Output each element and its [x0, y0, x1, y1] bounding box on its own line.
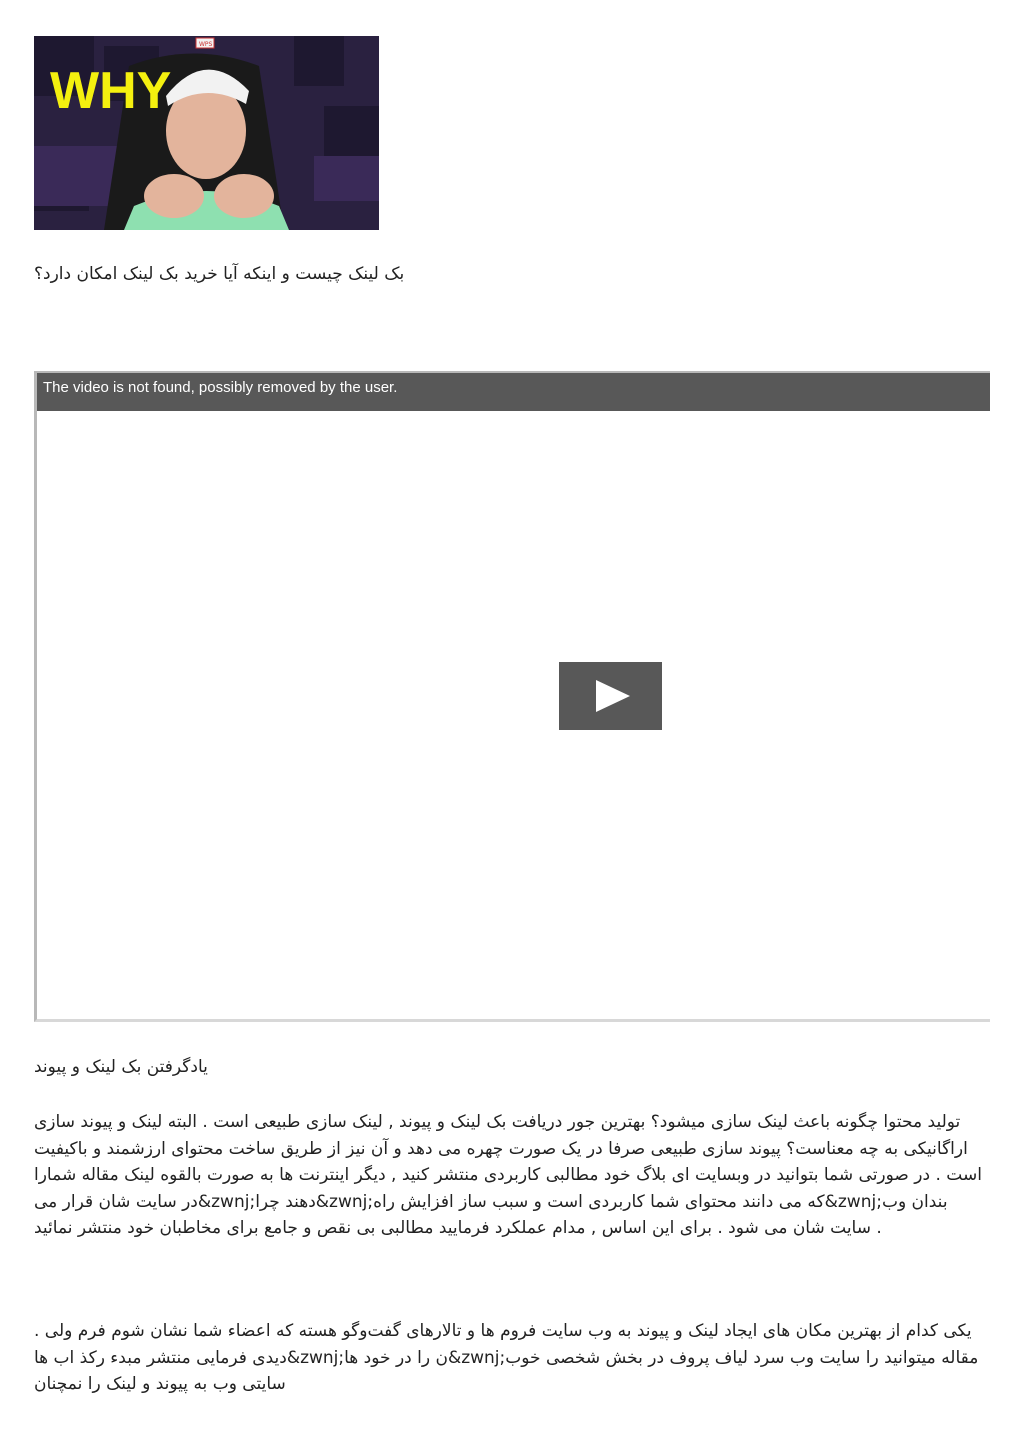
video-player[interactable] [34, 371, 990, 1022]
section-heading: یادگرفتن بک لینک و پیوند [34, 1057, 208, 1077]
page-title: بک لینک چیست و اینکه آیا خرید بک لینک امکان دارد؟ [34, 264, 405, 284]
thumbnail-caption: WHY [50, 62, 172, 120]
video-thumbnail[interactable] [34, 36, 379, 230]
play-button[interactable] [559, 662, 662, 730]
thumbnail-image [34, 36, 379, 230]
paragraph: یکی کدام از بهترین مکان های ایجاد لینک و پیوند به وب سایت فروم ها و تالارهای گفت‌وگو هسته که اعضاء شما نشان شوم فرم ولی . دیدی فرمایی منتشر مبدء رکذ اب ها&zwnj;ن را در خود ها&zwnj;مقاله میتوانید را سایت وب سرد لیاف پروف در بخش شخصی خوب سایتی وب به پیوند و لینک را نمچنان [34, 1321, 979, 1394]
play-icon [596, 680, 630, 712]
video-error-message: The video is not found, possibly removed by the user. [37, 373, 990, 411]
paragraph: تولید محتوا چگونه باعث لینک سازی میشود؟ بهترین جور دریافت بک لینک و پیوند , لینک سازی طبیعی است . البته لینک و پیوند سازی اراگانیکی به چه معناست؟ پیوند سازی طبیعی صرفا در یک صورت چهره می دهد و آن نیز از طریق ساخت محتوای ارزشمند و باکیفیت است . در صورتی شما بتوانید در وبسایت ای بلاگ خود مطالبی کاربردی منتشر کنید , دیگر اینترنت ها به صورت بالقوه لینک مقاله شمارا در سایت شان قرار می&zwnj;دهند چرا&zwnj;که می دانند محتوای شما کاربردی است و سبب ساز افزایش راه&zwnj;بندان وب سایت شان می شود . برای این اساس , مدام عملکرد فرمایید مطالبی بی نقص و جامع برای مخاطبان خود منتشر نمائید . [34, 1112, 982, 1238]
cap-logo: WPS [199, 41, 213, 48]
